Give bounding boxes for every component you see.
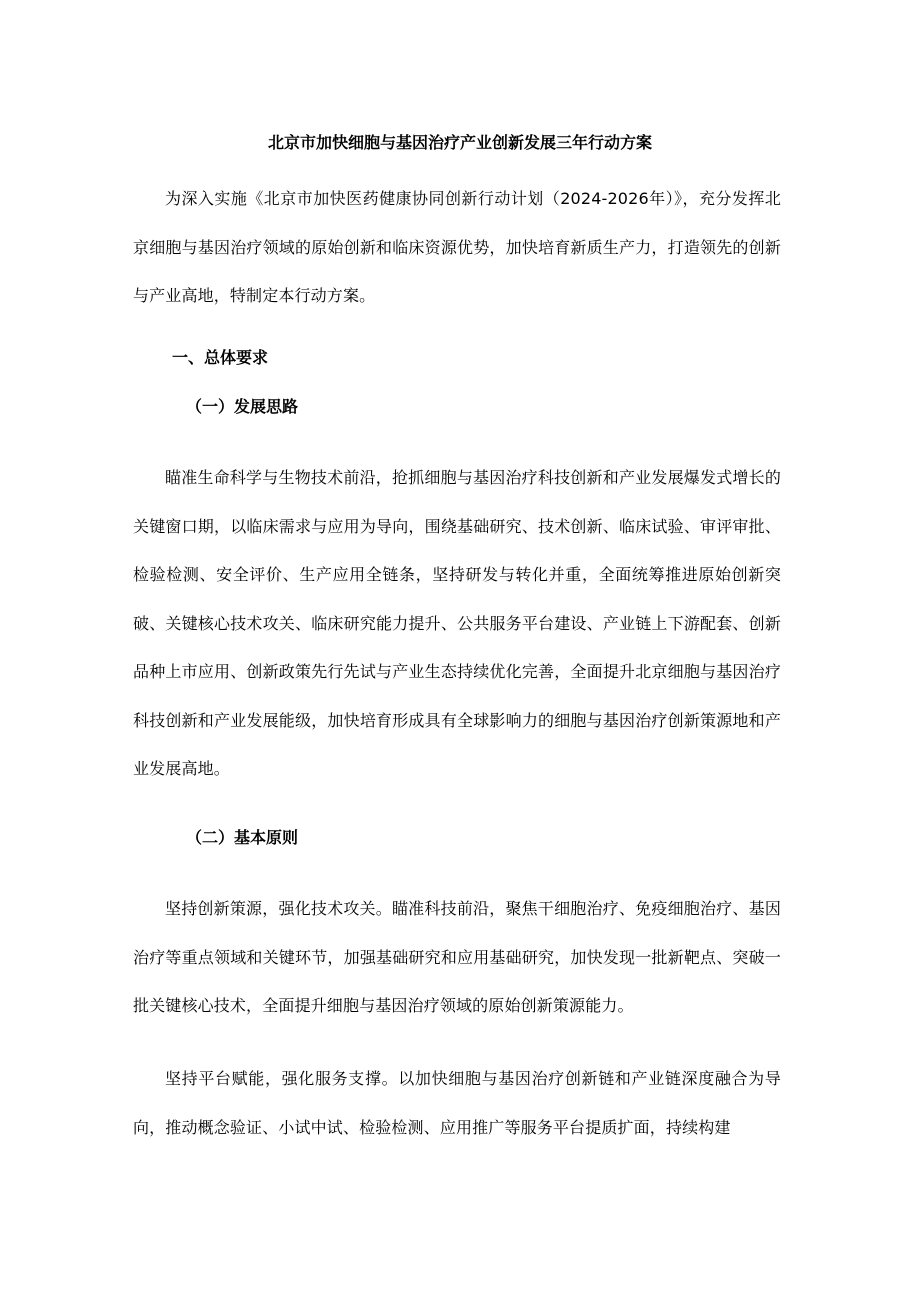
- principle-paragraph-platform: 坚持平台赋能，强化服务支撑。以加快细胞与基因治疗创新链和产业链深度融合为导向，推动概念验证、小试中试、检验检测、应用推广等服务平台提质扩面，持续构建: [133, 1069, 781, 1137]
- document-title: 北京市加快细胞与基因治疗产业创新发展三年行动方案: [267, 133, 652, 152]
- section-heading-general-requirements: 一、总体要求: [172, 348, 269, 367]
- subsection-heading-basic-principles: （二）基本原则: [186, 828, 299, 847]
- subsection-heading-development-approach: （一）发展思路: [186, 397, 299, 416]
- development-approach-paragraph: 瞄准生命科学与生物技术前沿，抢抓细胞与基因治疗科技创新和产业发展爆发式增长的关键窗口期，以临床需求与应用为导向，围绕基础研究、技术创新、临床试验、审评审批、检验检测、安全评价、生产应用全链条，坚持研发与转化并重，全面统筹推进原始创新突破、关键核心技术攻关、临床研究能力提升、公共服务平台建设、产业链上下游配套、创新品种上市应用、创新政策先行先试与产业生态持续优化完善，全面提升北京细胞与基因治疗科技创新和产业发展能级，加快培育形成具有全球影响力的细胞与基因治疗创新策源地和产业发展高地。: [133, 468, 781, 778]
- intro-paragraph: 为深入实施《北京市加快医药健康协同创新行动计划（2024-2026年）》，充分发挥北京细胞与基因治疗领域的原始创新和临床资源优势，加快培育新质生产力，打造领先的创新与产业高地，特制定本行动方案。: [133, 189, 781, 305]
- principle-paragraph-innovation: 坚持创新策源，强化技术攻关。瞄准科技前沿，聚焦干细胞治疗、免疫细胞治疗、基因治疗等重点领域和关键环节，加强基础研究和应用基础研究，加快发现一批新靶点、突破一批关键核心技术，全面提升细胞与基因治疗领域的原始创新策源能力。: [133, 899, 781, 1015]
